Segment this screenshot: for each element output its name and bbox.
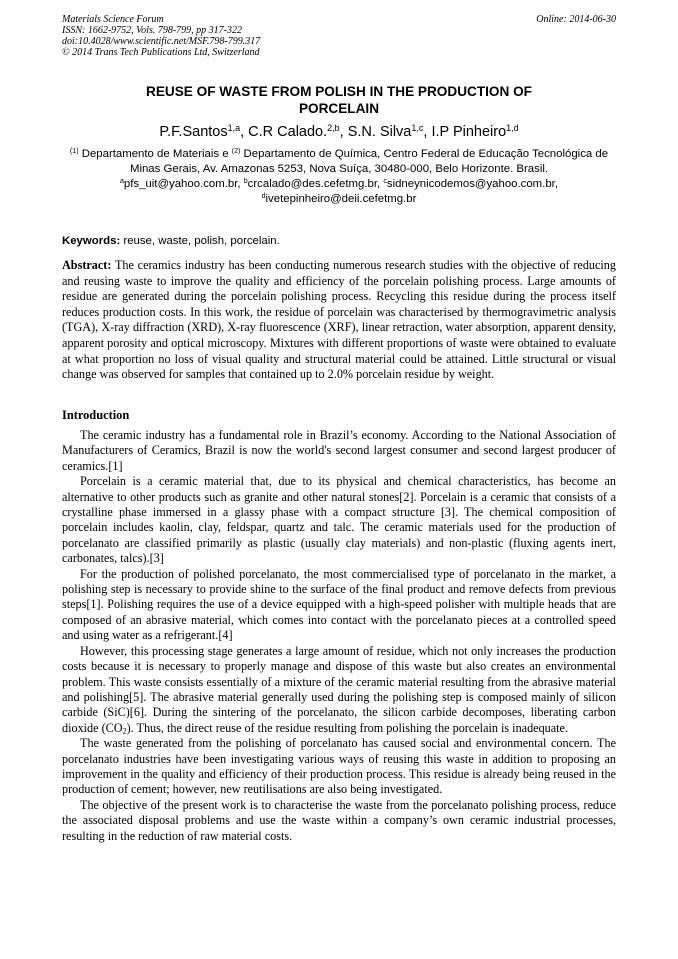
- email-address: crcalado@des.cefetmg.br,: [247, 178, 384, 190]
- email-marker: d: [261, 193, 266, 201]
- keywords: [62, 234, 616, 248]
- abstract-label: Abstract:: [62, 258, 112, 272]
- doi-line: doi:10.4028/www.scientific.net/MSF.798-799.317: [62, 36, 261, 47]
- keywords-label: Keywords:: [62, 235, 121, 247]
- author-superscript: 1,c: [411, 123, 424, 134]
- author-separator: ,: [339, 124, 348, 140]
- paragraph: [62, 644, 616, 736]
- author-superscript: 1,a: [227, 123, 241, 134]
- author-separator: ,: [423, 124, 432, 140]
- author-name: P.F.Santos: [159, 124, 228, 140]
- email-address: sidneynicodemos@yahoo.com.br,: [386, 178, 558, 190]
- online-date: Online: 2014-06-30: [536, 14, 616, 25]
- affiliation-text: [62, 147, 616, 177]
- affiliation-part: Departamento de Materiais e: [78, 148, 232, 160]
- subscript: 2: [122, 726, 127, 736]
- paragraph: The ceramic industry has a fundamental role in Brazil’s economy. According to the National Association of Manufacturers of Ceramics, Brazil is now the world's second largest consumer and second largest producer of ceramics.[1]: [62, 428, 616, 473]
- introduction-heading: Introduction: [62, 408, 130, 422]
- email-address: pfs_uit@yahoo.com.br,: [123, 178, 244, 190]
- email-marker: a: [119, 178, 124, 186]
- email-marker: b: [243, 178, 248, 186]
- email-list: [62, 177, 616, 207]
- title-line-2: PORCELAIN: [298, 101, 380, 116]
- paragraph-text: ). Thus, the direct reuse of the residue resulting from polishing the porcelain is inadequate.: [126, 720, 569, 735]
- copyright-line: © 2014 Trans Tech Publications Ltd, Switzerland: [62, 47, 260, 58]
- affiliation-part: Departamento de Química, Centro Federal de Educação Tecnológica de Minas Gerais, Av. Amazonas 5253, Nova Suíça, 30480-000, Belo Horizonte. Brasil.: [129, 148, 609, 175]
- author-superscript: 1,d: [506, 123, 519, 134]
- title-line-1: REUSE OF WASTE FROM POLISH IN THE PRODUCTION OF: [146, 84, 532, 99]
- keywords-text: reuse, waste, polish, porcelain.: [120, 235, 280, 247]
- issn-line: ISSN: 1662-9752, Vols. 798-799, pp 317-322: [62, 25, 242, 36]
- paragraph: The waste generated from the polishing of porcelanato has caused social and environmental concern. The porcelanato industries have been investigating various ways of reusing this waste in addition to proposing an improvement in the quality and efficiency of their production process. This residue is already being reused in the production of cement; however, new reutilisations are also being investigated.: [62, 736, 616, 797]
- author-separator: ,: [240, 124, 249, 140]
- email-address: ivetepinheiro@deii.cefetmg.br: [265, 193, 417, 205]
- author-list: [62, 123, 616, 141]
- author-superscript: 2,b: [327, 123, 340, 134]
- introduction-body: [62, 428, 616, 844]
- author-name: C.R Calado.: [248, 124, 328, 140]
- abstract-text: The ceramics industry has been conducting numerous research studies with the objective of reducing and reusing waste to improve the quality and efficiency of the porcelain polishing process. Large amounts of residue are generated during the porcelain polishing process. Recycling this residue during the process itself reduces production costs. In this work, the residue of porcelain was characterised by thermogravimetric analysis (TGA), X-ray diffraction (XRD), X-ray fluorescence (XRF), linear retraction, water absorption, apparent density, apparent porosity and optical microscopy. Mixtures with different proportions of waste were obtained to evaluate at what proportion no loss of visual quality and structural material could be attained. Little structural or visual change was observed for samples that contained up to 2.0% porcelain residue by weight.: [62, 258, 616, 382]
- email-marker: c: [383, 178, 387, 186]
- author-name: I.P Pinheiro: [431, 124, 507, 140]
- paragraph-text: However, this processing stage generates a large amount of residue, which not only increases the production costs because it is necessary to properly manage and dispose of this waste but also creates an environmental problem. This waste consists essentially of a mixture of the ceramic material resulting from the abrasive material and polishing[5]. The abrasive material generally used during the polishing step is composed mainly of silicon carbide (SiC)[6]. During the sintering of the porcelanato, the silicon carbide decomposes, liberating carbon dioxide (CO: [62, 643, 616, 735]
- paper-title: [62, 83, 616, 117]
- abstract: [62, 258, 616, 383]
- affiliation-block: [62, 147, 616, 207]
- journal-header: [62, 14, 260, 58]
- author-name: S.N. Silva: [347, 124, 412, 140]
- affiliation-marker: (2): [231, 148, 241, 156]
- journal-name: Materials Science Forum: [62, 14, 164, 25]
- paragraph: The objective of the present work is to characterise the waste from the porcelanato polishing process, reduce the associated disposal problems and use the waste within a company’s own ceramic industrial processes, resulting in the reduction of raw material costs.: [62, 797, 616, 843]
- paragraph: For the production of polished porcelanato, the most commercialised type of porcelanato in the market, a polishing step is necessary to provide shine to the surface of the final product and remove defects from previous steps[1]. Polishing requires the use of a device equipped with a high-speed polisher with multiple heads that are composed of an abrasive material, which comes into contact with the porcelanato pieces at a controlled speed and using water as a refrigerant.[4]: [62, 566, 616, 643]
- paragraph: Porcelain is a ceramic material that, due to its physical and chemical characteristics, has become an alternative to other products such as granite and other natural stones[2]. Porcelain is a ceramic that consists of a crystalline phase immersed in a glassy phase with a compact structure [3]. The chemical composition of porcelain includes kaolin, clay, feldspar, quartz and talc. The ceramic materials used for the production of porcelanato are classified primarily as plastic (usually clay materials) and non-plastic (fluxing agents inert, carbonates, talcs).[3]: [62, 474, 616, 566]
- affiliation-marker: (1): [69, 148, 79, 156]
